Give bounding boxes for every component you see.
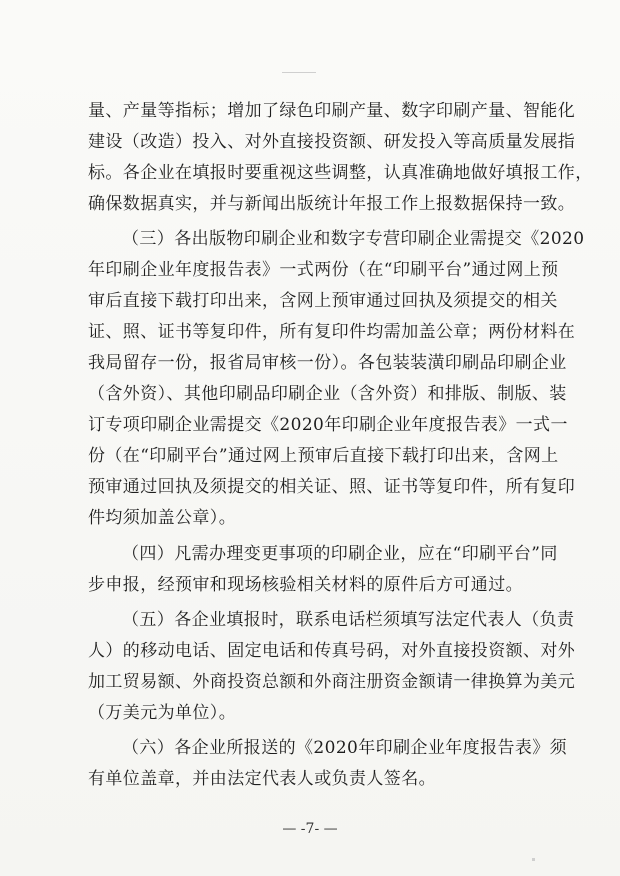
text-line: （万美元为单位）。 xyxy=(88,703,237,723)
text-line: 件均须加盖公章）。 xyxy=(88,508,237,528)
text-line: 年印刷企业年度报告表》一式两份（在“印刷平台”通过网上预 xyxy=(88,260,559,280)
text-line: 证、照、证书等复印件，所有复印件均需加盖公章；两份材料在 xyxy=(88,322,576,342)
text-line: 标。各企业在填报时要重视这些调整，认真准确地做好填报工作， xyxy=(88,163,593,183)
text-line: 预审通过回执及须提交的相关证、照、证书等复印件，所有复印 xyxy=(88,477,576,497)
text-line: 我局留存一份，报省局审核一份）。各包装装潢印刷品印刷企业 xyxy=(88,353,567,373)
paragraph-5-first-line: （五）各企业填报时，联系电话栏须填写法定代表人（负责 xyxy=(122,610,575,630)
scan-mark xyxy=(282,72,316,73)
text-line: 人）的移动电话、固定电话和传真号码，对外直接投资额、对外 xyxy=(88,641,576,661)
page-number: — -7- — xyxy=(282,821,338,837)
text-line: 步申报，经预审和现场核验相关材料的原件后方可通过。 xyxy=(88,575,523,595)
text-line: 有单位盖章，并由法定代表人或负责人签名。 xyxy=(88,769,436,789)
paragraph-6-first-line: （六）各企业所报送的《2020年印刷企业年度报告表》须 xyxy=(122,738,568,758)
text-line: 加工贸易额、外商投资总额和外商注册资金额请一律换算为美元 xyxy=(88,672,576,692)
scan-mark xyxy=(532,858,535,861)
text-line: 订专项印刷企业需提交《2020年印刷企业年度报告表》一式一 xyxy=(88,415,568,435)
text-line: 确保数据真实，并与新闻出版统计年报工作上报数据保持一致。 xyxy=(88,194,576,214)
text-line: 审后直接下载打印出来，含网上预审通过回执及须提交的相关 xyxy=(88,291,558,311)
paragraph-4-first-line: （四）凡需办理变更事项的印刷企业，应在“印刷平台”同 xyxy=(122,544,558,564)
text-line: 份（在“印刷平台”通过网上预审后直接下载打印出来，含网上 xyxy=(88,446,559,466)
text-line: （含外资）、其他印刷品印刷企业（含外资）和排版、制版、装 xyxy=(88,384,567,404)
paragraph-3-first-line: （三）各出版物印刷企业和数字专营印刷企业需提交《2020 xyxy=(122,229,585,249)
text-line: 量、产量等指标；增加了绿色印刷产量、数字印刷产量、智能化 xyxy=(88,101,576,121)
text-line: 建设（改造）投入、对外直接投资额、研发投入等高质量发展指 xyxy=(88,132,576,152)
